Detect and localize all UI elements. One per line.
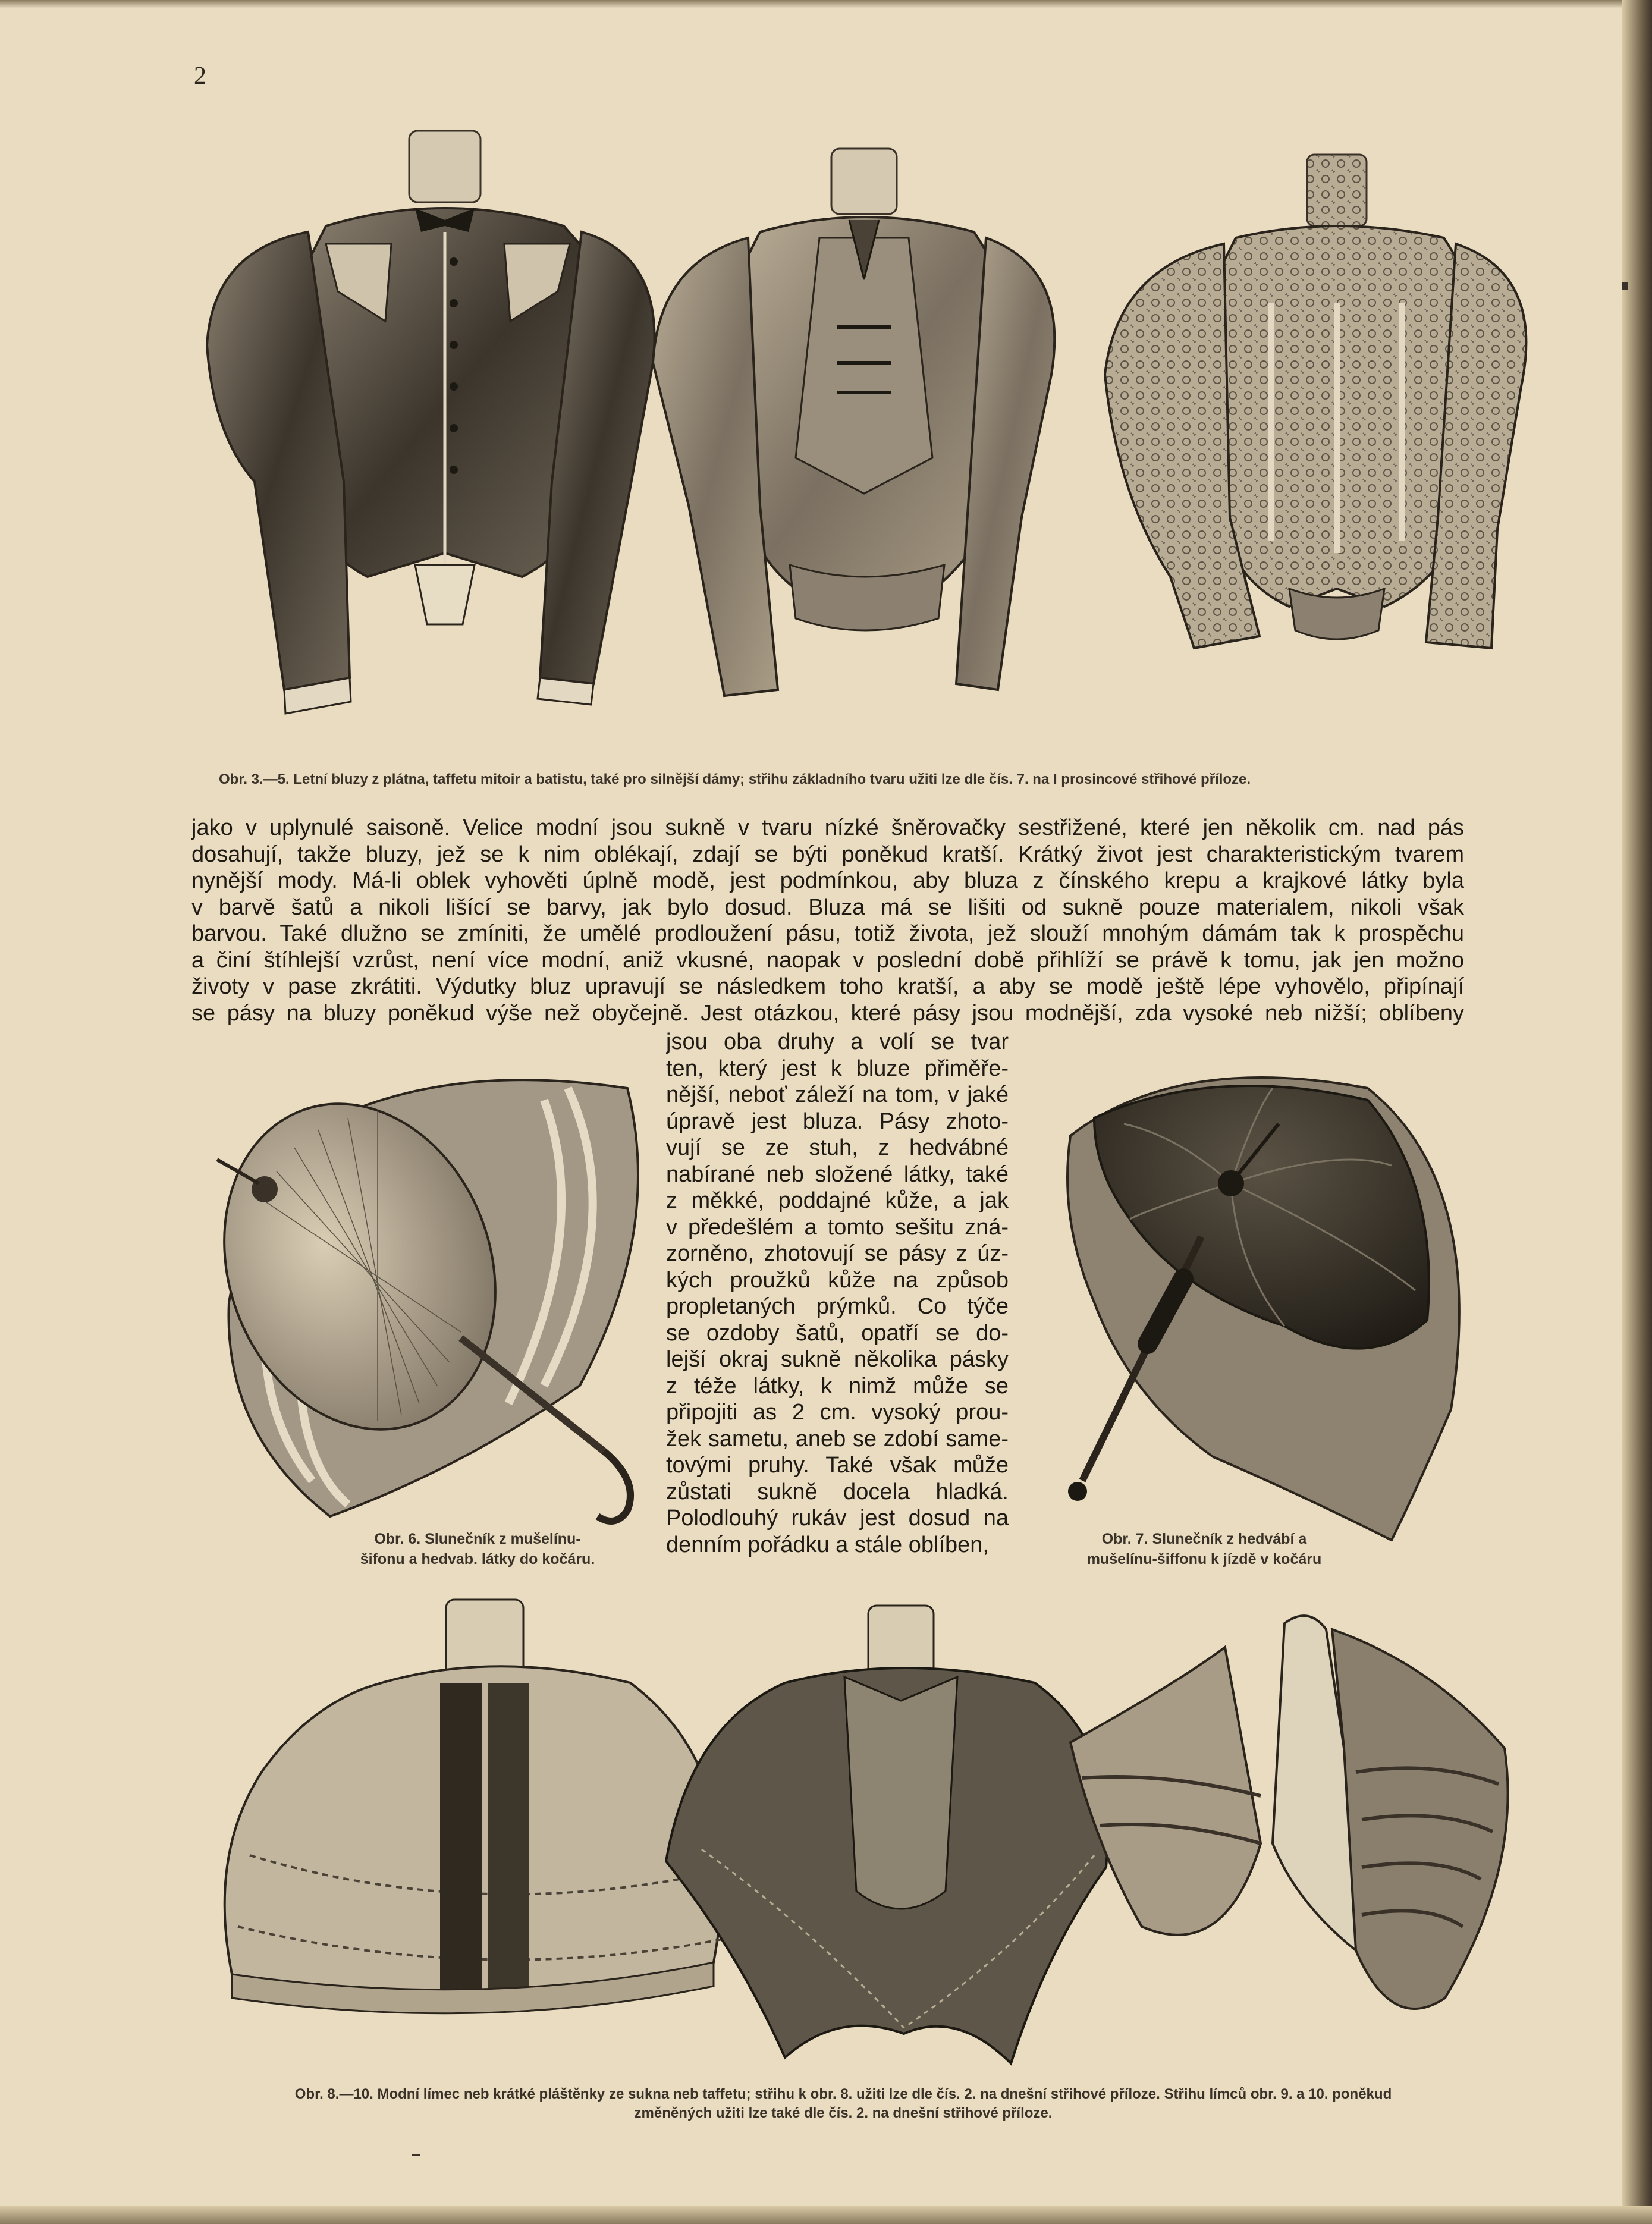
column-line: z téže látky, k nimž může se xyxy=(666,1373,1009,1399)
text-line: nynější mody. Má-li oblek vyhověti úplně modě, jest podmínkou, aby bluza z čínského krepu a krajkové látky byla xyxy=(191,868,1464,893)
text-line: a činí štíhlejší vzrůst, není více modní, aniž vkusné, naopak v poslední době přihlíží se právě k tomu, jak jen možno xyxy=(191,947,1464,973)
column-line: tovými pruhy. Také však může xyxy=(666,1453,1009,1478)
ink-mark xyxy=(412,2154,420,2156)
blouse-fig-5 xyxy=(1105,155,1526,648)
caption-line: Obr. 8.—10. Modní límec neb krátké pláštěnky ze sukna neb taffetu; střihu k obr. 8. užiti lze dle čís. 2. na dnešní střihové příloze. Střihu límců obr. 9. a 10. poněkud xyxy=(294,2086,1392,2102)
column-text xyxy=(666,1029,1009,1558)
caption-line: změněných užiti lze také dle čís. 2. na dnešní střihové příloze. xyxy=(634,2105,1053,2122)
caption-line: Obr. 7. Slunečník z hedvábí a xyxy=(1101,1531,1307,1547)
cape-fig-8 xyxy=(225,1600,737,2013)
column-line: denním pořádku a stále oblíben, xyxy=(666,1532,989,1557)
page-bottom-edge xyxy=(0,2206,1652,2224)
column-line: se ozdoby šatů, opatří se do- xyxy=(666,1320,1009,1346)
column-line: ten, který jest k bluze přiměře- xyxy=(666,1056,1009,1081)
text-line: jako v uplynulé saisoně. Velice modní jsou sukně v tvaru nízké šněrovačky sestřižené, které jen několik cm. nad pás xyxy=(191,815,1464,840)
parasol-fig-6-illustration xyxy=(211,1053,675,1540)
column-line: zorněno, zhotovují se pásy z úz- xyxy=(666,1241,1009,1266)
column-line: propletaných prýmků. Co týče xyxy=(666,1294,1009,1319)
blouses-drawing xyxy=(189,125,1539,720)
text-line: v barvě šatů a nikoli lišící se barvy, jak bylo dosud. Bluza má se lišiti od sukně pouze materialem, nikoli však xyxy=(191,894,1464,920)
column-line: žek sametu, aneb se zdobí same- xyxy=(666,1426,1009,1452)
capes-caption xyxy=(189,2085,1497,2124)
parasol-6-drawing xyxy=(211,1053,675,1540)
column-line: zůstati sukně docela hladká. xyxy=(666,1479,1009,1504)
text-line: se pásy na bluzy poněkud výše než obyčejně. Jest otázkou, které pásy jsou modnější, zda vysoké neb nižší; oblíbeny xyxy=(191,1000,1464,1026)
parasol-7-drawing xyxy=(1059,1064,1499,1552)
column-line: v předešlém a tomto sešitu zná- xyxy=(666,1214,1009,1240)
page-binding-edge xyxy=(1622,0,1652,2224)
cape-fig-9 xyxy=(666,1606,1108,2063)
page-number: 2 xyxy=(194,62,206,90)
column-line: kých proužků kůže na způsob xyxy=(666,1267,1009,1293)
ink-mark xyxy=(1622,282,1628,290)
column-line: jsou oba druhy a volí se tvar xyxy=(666,1029,1009,1054)
column-line: připojiti as 2 cm. vysoký prou- xyxy=(666,1400,1009,1425)
parasol-7-caption xyxy=(1067,1529,1341,1570)
text-line: dosahují, takže bluzy, jež se k nim oblékají, zdají se býti poněkud kratší. Krátký život jest charakteristickým tvarem xyxy=(191,841,1464,867)
column-line: nější, neboť záleží na tom, v jaké xyxy=(666,1082,1009,1107)
capes-illustration xyxy=(214,1594,1516,2069)
main-paragraph xyxy=(191,815,1464,1026)
text-line: barvou. Také dlužno se zmíniti, že umělé prodloužení pásu, totiž života, jež slouží mnohým dámám tak k prospěchu xyxy=(191,921,1464,946)
column-line: úpravě jest bluza. Pásy zhoto- xyxy=(666,1108,1009,1134)
parasol-6-caption xyxy=(350,1529,605,1570)
blouses-illustration xyxy=(189,125,1539,720)
caption-line: šifonu a hedvab. látky do kočáru. xyxy=(360,1550,595,1568)
page-top-edge xyxy=(0,0,1652,8)
capes-drawing xyxy=(214,1594,1516,2069)
column-line: z měkké, poddajné kůže, a jak xyxy=(666,1188,1009,1213)
column-line: Polodlouhý rukáv jest dosud na xyxy=(666,1506,1009,1531)
blouse-fig-3 xyxy=(207,131,655,714)
cape-fig-10 xyxy=(1070,1616,1508,2009)
caption-line: Obr. 6. Slunečník z mušelínu- xyxy=(374,1531,581,1547)
blouse-fig-4 xyxy=(653,149,1054,696)
column-line: vují se ze stuh, z hedvábné xyxy=(666,1135,1009,1160)
column-line: nabírané neb složené látky, také xyxy=(666,1161,1009,1187)
column-line: lejší okraj sukně několika pásky xyxy=(666,1347,1009,1372)
blouses-caption: Obr. 3.—5. Letní bluzy z plátna, taffetu mitoir a batistu, také pro silnější dámy; střihu základního tvaru užiti lze dle čís. 7. na I prosincové střihové příloze. xyxy=(219,771,1251,787)
parasol-fig-7-illustration xyxy=(1059,1064,1499,1552)
caption-line: mušelínu-šiffonu k jízdě v kočáru xyxy=(1086,1550,1322,1568)
text-line: životy v pase zkrátiti. Výdutky bluz upravují se následkem toho kratší, a aby se modě ještě lépe vyhovělo, připínají xyxy=(191,974,1464,999)
